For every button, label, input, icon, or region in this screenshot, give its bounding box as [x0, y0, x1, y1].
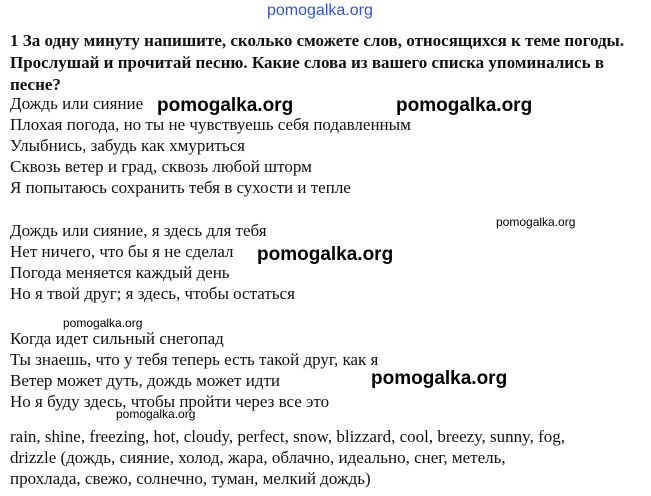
answer-line: rain, shine, freezing, hot, cloudy, perfect, snow, blizzard, cool, breezy, sunny, fog, [10, 427, 565, 446]
song-line: Но я буду здесь, чтобы пройти через все это [10, 392, 330, 411]
watermark[interactable]: pomogalka.org [116, 407, 196, 421]
song-line: Дождь или сияние [10, 94, 144, 113]
song-line: Сквозь ветер и град, сквозь любой шторм [10, 157, 312, 176]
song-line: Но я твой друг; я здесь, чтобы остаться [10, 284, 295, 303]
watermark[interactable]: pomogalka.org [257, 244, 394, 265]
song-line: Ветер может дуть, дождь может идти [10, 371, 280, 390]
watermark[interactable]: pomogalka.org [63, 316, 143, 330]
watermark-top[interactable]: pomogalka.org [267, 2, 373, 19]
song-line: Когда идет сильный снегопад [10, 329, 224, 348]
song-line: Погода меняется каждый день [10, 263, 230, 282]
watermark[interactable]: pomogalka.org [496, 215, 576, 229]
watermark[interactable]: pomogalka.org [396, 95, 533, 116]
song-line: Ты знаешь, что у тебя теперь есть такой друг, как я [10, 350, 379, 369]
answer-line: drizzle (дождь, сияние, холод, жара, облачно, идеально, снег, метель, [10, 448, 506, 467]
song-line: Я попытаюсь сохранить тебя в сухости и тепле [10, 178, 351, 197]
song-line: Плохая погода, но ты не чувствуешь себя подавленным [10, 115, 411, 134]
answer-line: прохлада, свежо, солнечно, туман, мелкий дождь) [10, 469, 371, 488]
song-line: Дождь или сияние, я здесь для тебя [10, 221, 267, 240]
song-line: Нет ничего, что бы я не сделал [10, 242, 234, 261]
song-line: Улыбнись, забудь как хмуриться [10, 136, 245, 155]
task-heading: 1 За одну минуту напишите, сколько сможете слов, относящихся к теме погоды. Прослушай и прочитай песню. Какие слова из вашего списка упоминались в песне? [10, 31, 625, 94]
watermark[interactable]: pomogalka.org [371, 368, 508, 389]
watermark[interactable]: pomogalka.org [157, 95, 294, 116]
